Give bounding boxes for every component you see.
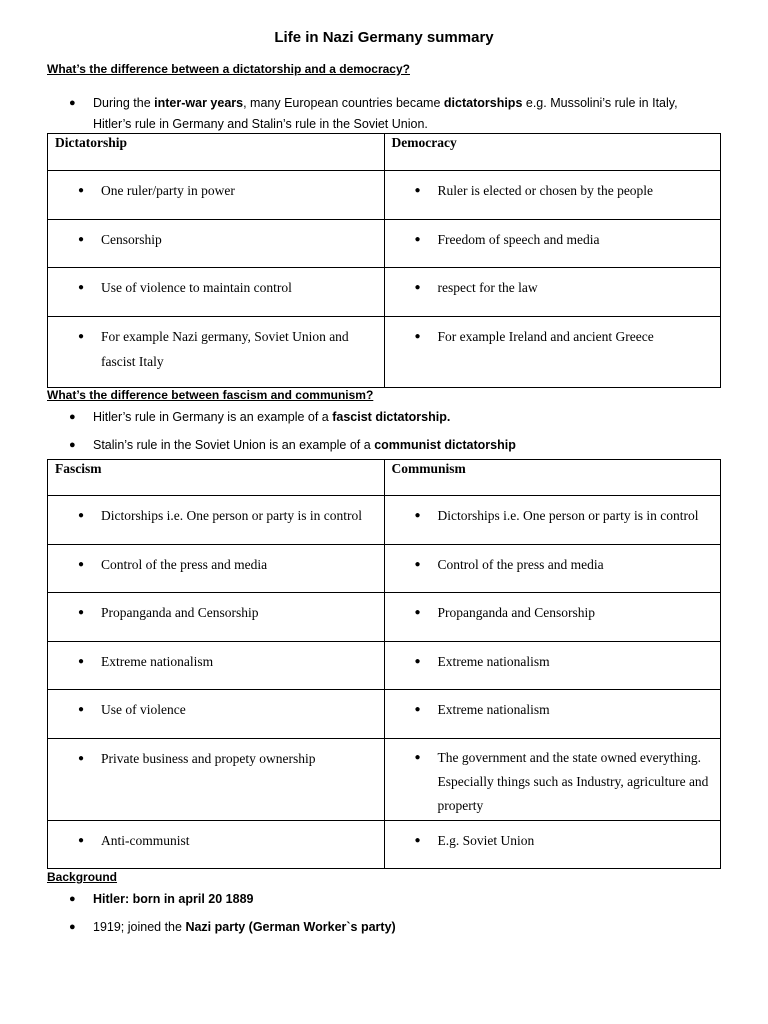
cell-text: Censorship (101, 232, 162, 247)
bullet-dot: ● (78, 510, 85, 521)
intro-bold-inter-war: inter-war years (154, 96, 244, 110)
intro-bullet-line-2: Hitler’s rule in Germany and Stalin’s rule in the Soviet Union. (93, 117, 428, 131)
cell-text: For example Ireland and ancient Greece (437, 329, 654, 344)
table-cell (384, 739, 721, 821)
bullet-dot: ● (69, 411, 76, 423)
table-header-fascism: Fascism (48, 460, 385, 496)
bullet-dot: ● (414, 835, 421, 846)
table-cell (48, 268, 385, 317)
cell-text: The government and the state owned everything. Especially things such as Industry, agriculture and property (437, 750, 709, 813)
bullet-dot: ● (69, 439, 76, 451)
bullet-dot: ● (78, 656, 85, 667)
bullet-dot: ● (78, 607, 85, 618)
cell-text: E.g. Soviet Union (437, 833, 535, 848)
table-cell (384, 317, 721, 388)
bullet-bold-nazi-party: Nazi party (German Worker`s party) (185, 920, 396, 934)
table-cell (48, 642, 385, 690)
bullet-bold-fascist: fascist dictatorship. (332, 410, 451, 424)
table-cell (48, 821, 385, 869)
table-cell (384, 496, 721, 545)
cell-text: Control of the press and media (101, 557, 268, 572)
cell-text: respect for the law (437, 280, 538, 295)
bullet-dot: ● (414, 510, 421, 521)
bullet-dot: ● (414, 607, 421, 618)
intro-text-mid: , many European countries became (243, 96, 444, 110)
bullet-dot: ● (414, 282, 421, 293)
bullet-bold-hitler-born: Hitler: born in april 20 1889 (93, 892, 254, 906)
table-header-dictatorship: Dictatorship (48, 134, 385, 171)
bullet-dot: ● (69, 97, 76, 109)
section-heading-background: Background (47, 870, 118, 884)
bullet-text: Stalin’s rule in the Soviet Union is an example of a (93, 438, 375, 452)
intro-text-pre: During the (93, 96, 155, 110)
bullet-dot: ● (78, 753, 85, 764)
cell-text: Dictorships i.e. One person or party is in control (437, 508, 699, 523)
table-cell (48, 317, 385, 388)
bullet-dot: ● (78, 234, 85, 245)
bullet-dot: ● (414, 704, 421, 715)
bullet-dot: ● (69, 921, 76, 933)
bullet-bold-communist: communist dictatorship (374, 438, 516, 452)
table-cell (384, 690, 721, 739)
table-cell (48, 739, 385, 821)
cell-text: Freedom of speech and media (437, 232, 600, 247)
table-cell (384, 545, 721, 593)
bullet-dot: ● (69, 893, 76, 905)
table-cell (48, 593, 385, 642)
cell-text: Private business and propety ownership (101, 751, 316, 766)
table-header-communism: Communism (384, 460, 721, 496)
cell-text: One ruler/party in power (101, 183, 235, 198)
bullet-dot: ● (78, 559, 85, 570)
table-header-democracy: Democracy (384, 134, 721, 171)
bullet-dot: ● (414, 185, 421, 196)
table-cell (384, 220, 721, 268)
cell-text: Use of violence to maintain control (101, 280, 292, 295)
cell-text: For example Nazi germany, Soviet Union and fascist Italy (101, 329, 349, 369)
intro-text-post: e.g. Mussolini’s rule in Italy, (522, 96, 678, 110)
section-heading-dictatorship-democracy: What’s the difference between a dictatorship and a democracy? (47, 62, 410, 76)
cell-text: Anti-communist (101, 833, 190, 848)
page-title: Life in Nazi Germany summary (274, 29, 494, 46)
cell-text: Propanganda and Censorship (101, 605, 259, 620)
bullet-dot: ● (78, 185, 85, 196)
dictatorship-democracy-table (47, 133, 721, 388)
table-cell (48, 220, 385, 268)
cell-text: Extreme nationalism (101, 654, 214, 669)
cell-text: Control of the press and media (437, 557, 604, 572)
table-cell (384, 821, 721, 869)
cell-text: Extreme nationalism (437, 702, 550, 717)
bullet-dot: ● (78, 331, 85, 342)
bullet-dot: ● (414, 234, 421, 245)
bullet-dot: ● (414, 559, 421, 570)
cell-text: Propanganda and Censorship (437, 605, 595, 620)
table-cell (48, 690, 385, 739)
fascism-communism-table (47, 459, 721, 869)
background-bullet-1 (69, 892, 254, 906)
table-cell (48, 496, 385, 545)
section-heading-fascism-communism: What’s the difference between fascism and communism? (47, 388, 374, 402)
bullet-text: 1919; joined the (93, 920, 186, 934)
cell-text: Extreme nationalism (437, 654, 550, 669)
background-bullet-2 (69, 920, 396, 934)
bullet-dot: ● (414, 331, 421, 342)
table-cell (384, 171, 721, 220)
bullet-dot: ● (78, 835, 85, 846)
intro-bullet-line-1 (69, 96, 678, 110)
bullet-dot: ● (414, 656, 421, 667)
fascism-bullet-2 (69, 438, 516, 452)
table-cell (384, 642, 721, 690)
cell-text: Ruler is elected or chosen by the people (437, 183, 654, 198)
bullet-text: Hitler’s rule in Germany is an example of a (93, 410, 333, 424)
table-cell (48, 545, 385, 593)
table-cell (48, 171, 385, 220)
cell-text: Use of violence (101, 702, 186, 717)
bullet-dot: ● (78, 282, 85, 293)
intro-bold-dictatorships: dictatorships (443, 96, 523, 110)
cell-text: Dictorships i.e. One person or party is in control (101, 508, 362, 523)
table-cell (384, 593, 721, 642)
table-cell (384, 268, 721, 317)
fascism-bullet-1 (69, 410, 451, 424)
bullet-dot: ● (414, 752, 421, 763)
bullet-dot: ● (78, 704, 85, 715)
